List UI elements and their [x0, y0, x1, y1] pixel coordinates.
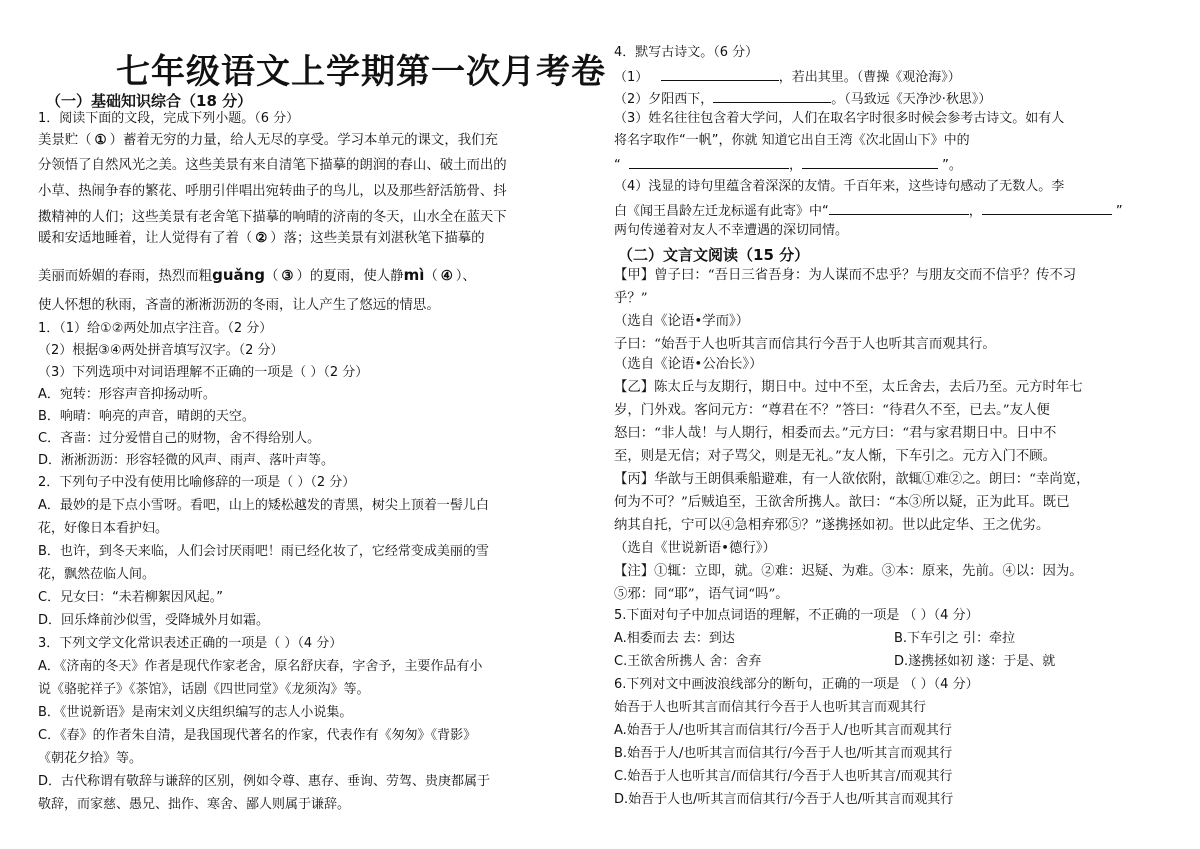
text-yi: 【乙】陈太丘与友期行，期日中。过中不至，太丘舍去，去后乃至。元方时年七 — [614, 380, 1083, 395]
q5-option-b: B.下车引之 引：牵拉 — [894, 631, 1016, 646]
text-bing-cont: 纳其自托，宁可以④急相弃邪⑤？”遂携拯如初。世以此定华、王之优劣。 — [614, 518, 1050, 533]
q6-option-d: D.始吾于人也/听其言而信其行/今吾于人也/听其言而观其行 — [614, 792, 954, 807]
text-jia: 【甲】曾子曰：“吾日三省吾身：为人谋而不忠乎？与朋友交而不信乎？传不习 — [614, 268, 1077, 283]
q4-item-2: （2）夕阳西下， 。（马致远《天净沙·秋思》） — [614, 88, 991, 109]
q5-options-ab — [614, 630, 1016, 648]
answer-blank[interactable] — [661, 66, 779, 81]
answer-blank[interactable] — [802, 154, 938, 169]
q5-option-a: A.相委而去 去：到达 — [614, 631, 735, 646]
text-jia-cont: 乎？” — [614, 291, 648, 306]
section-heading-classical: （二）文言文阅读（15 分） — [618, 246, 810, 264]
answer-blank[interactable] — [829, 200, 969, 215]
marker-4: ④ — [440, 268, 453, 284]
text-yi-cont: 怒曰：“非人哉！与人期行，相委而去。”元方曰：“君与家君期日中。日中不 — [614, 426, 1057, 441]
right-column — [614, 0, 1174, 849]
q6-sentence: 始吾于人也听其言而信其行今吾于人也听其言而观其行 — [614, 700, 927, 715]
source-note: （选自《世说新语•德行》） — [614, 541, 776, 556]
passage-line: 美丽而娇媚的春雨，热烈而粗guǎng（ ③ ）的夏雨，使人静mì（ ④ ）、 — [38, 266, 476, 284]
passage-line: 分领悟了自然风光之美。这些美景有来自清笔下描摹的朗润的春山、破土而出的 — [38, 158, 507, 173]
section-heading-basics: （一）基础知识综合（18 分） — [46, 92, 253, 110]
option-d: D．淅淅沥沥：形容轻微的风声、雨声、落叶声等。 — [38, 453, 335, 468]
option-a: A．宛转：形容声音抑扬动听。 — [38, 387, 216, 402]
marker-3: ③ — [281, 268, 294, 284]
pinyin-mi: mì — [403, 266, 425, 284]
q1-sub2: （2）根据③④两处拼音填写汉字。（2 分） — [38, 343, 284, 358]
page-title: 七年级语文上学期第一次月考卷 — [116, 52, 606, 92]
q3-option-d-cont: 敬辞，而家慈、愚兄、拙作、寒舍、鄙人则属于谦辞。 — [38, 797, 351, 812]
q2-option-a: A．最妙的是下点小雪呀。看吧，山上的矮松越发的青黑，树尖上顶着一髻儿白 — [38, 498, 489, 513]
answer-blank[interactable] — [713, 88, 831, 103]
q3-option-a: A．《济南的冬天》作者是现代作家老舍，原名舒庆春，字舍予，主要作品有小 — [38, 659, 483, 674]
source-note: （选自《论语•公冶长》） — [614, 357, 763, 372]
q5-stem: 5.下面对句子中加点词语的理解，不正确的一项是 （ ）（4 分） — [614, 608, 979, 623]
q2-option-b-cont: 花，飘然莅临人间。 — [38, 567, 156, 582]
q5-option-d: D.遂携拯如初 遂：于是、就 — [894, 654, 1056, 669]
text-bing-cont: 何为不可？”后贼追至，王欲舍所携人。歆曰：“本③所以疑，正为此耳。既已 — [614, 495, 1070, 510]
q5-option-c: C.王欲舍所携人 舍：舍弃 — [614, 654, 762, 669]
q6-stem: 6.下列对文中画波浪线部分的断句，正确的一项是 （ ）（4 分） — [614, 677, 979, 692]
q3-option-b: B．《世说新语》是南宋刘义庆组织编写的志人小说集。 — [38, 705, 353, 720]
passage-line: 暖和安适地睡着，让人觉得有了着（ ② ）落；这些美景有刘湛秋笔下描摹的 — [38, 230, 485, 246]
q1-intro: 1．阅读下面的文段，完成下列小题。（6 分） — [38, 111, 300, 126]
passage-line: 美景贮（ ① ）蓄着无穷的力量，给人无尽的享受。学习本单元的课文，我们充 — [38, 132, 498, 148]
q6-option-a: A.始吾于人/也听其言而信其行/今吾于人/也听其言而观其行 — [614, 723, 952, 738]
left-column — [38, 0, 606, 849]
passage-line: 小草、热闹争春的繁花、呼朋引伴唱出宛转曲子的鸟儿，以及那些舒活筋骨、抖 — [38, 184, 507, 199]
pinyin-guang: guǎng — [212, 266, 266, 284]
q1-sub3: （3）下列选项中对词语理解不正确的一项是（ ）（2 分） — [38, 365, 369, 380]
answer-blank[interactable] — [629, 154, 789, 169]
q1-sub1: 1．（1）给①②两处加点字注音。（2 分） — [38, 321, 273, 336]
answer-blank[interactable] — [982, 200, 1112, 215]
marker-2: ② — [255, 230, 268, 246]
source-note: （选自《论语•学而》） — [614, 314, 750, 329]
q2-option-b: B．也许，到冬天来临，人们会讨厌雨吧！雨已经化妆了，它经常变成美丽的雪 — [38, 544, 489, 559]
q3-option-c-cont: 《朝花夕拾》等。 — [38, 751, 143, 766]
passage-line: 擞精神的人们；这些美景有老舍笔下描摹的响晴的济南的冬天，山水全在蓝天下 — [38, 210, 507, 225]
q6-option-c: C.始吾于人也听其言/而信其行/今吾于人也听其言/而观其行 — [614, 769, 953, 784]
passage-line: 使人怀想的秋雨，吝啬的淅淅沥沥的冬雨，让人产生了悠远的情思。 — [38, 298, 440, 313]
q6-option-b: B.始吾于人/也听其言而信其行/今吾于人也/听其言而观其行 — [614, 746, 953, 761]
q2-option-d: D．回乐烽前沙似雪，受降城外月如霜。 — [38, 613, 270, 628]
q2-option-a-cont: 花，好像日本看护妇。 — [38, 521, 169, 536]
option-c: C．吝啬：过分爱惜自己的财物，舍不得给别人。 — [38, 431, 321, 446]
q2-stem: 2．下列句子中没有使用比喻修辞的一项是（ ）（2 分） — [38, 475, 356, 490]
marker-1: ① — [94, 132, 107, 148]
q2-option-c: C．兄女曰：“未若柳絮因风起。” — [38, 590, 224, 605]
q4-item-3-cont: 将名字取作“一帆”，你就 知道它出自王湾《次北固山下》中的 — [614, 133, 970, 148]
q4-item-3: （3）姓名往往包含着大学问，人们在取名字时很多时候会参考古诗文。如有人 — [614, 111, 1065, 126]
text-yi-cont: 至，则是无信；对子骂父，则是无礼。”友人惭，下车引之。元方入门不顾。 — [614, 449, 1057, 464]
annotations-cont: ⑤邪：同“耶”，语气词“吗”。 — [614, 587, 789, 602]
q5-options-cd — [614, 653, 1056, 671]
q4-item-1: （1） ，若出其里。（曹操《观沧海》） — [614, 66, 961, 87]
q3-option-d: D．古代称谓有敬辞与谦辞的区别，例如令尊、惠存、垂询、劳驾、贵庚都属于 — [38, 774, 491, 789]
q4-item-4-cont: 两句传递着对友人不幸遭遇的深切同情。 — [614, 223, 849, 238]
q3-stem: 3．下列文学文化常识表述正确的一项是（ ）（4 分） — [38, 636, 343, 651]
option-b: B．响晴：响亮的声音，晴朗的天空。 — [38, 409, 255, 424]
q3-option-a-cont: 说《骆驼祥子》《茶馆》，话剧《四世同堂》《龙须沟》等。 — [38, 682, 370, 697]
annotations: 【注】①辄：立即，就。②难：迟疑、为难。③本：原来，先前。④以：因为。 — [614, 564, 1083, 579]
q3-option-c: C．《春》的作者朱自清，是我国现代著名的作家，代表作有《匆匆》《背影》 — [38, 728, 477, 743]
text-jia-2: 子曰：“始吾于人也听其言而信其行今吾于人也听其言而观其行。 — [614, 337, 996, 352]
q4-stem: 4．默写古诗文。（6 分） — [614, 45, 759, 60]
q4-item-3-blanks: “ ， ”。 — [614, 154, 962, 175]
text-yi-cont: 岁，门外戏。客问元方：“尊君在不？”答曰：“待君久不至，已去。”友人便 — [614, 403, 1050, 418]
q4-item-4-blanks: 白《闻王昌龄左迁龙标遥有此寄》中“ ， ” — [614, 200, 1123, 221]
q4-item-4: （4）浅显的诗句里蕴含着深深的友情。千百年来，这些诗句感动了无数人。李 — [614, 179, 1065, 194]
text-bing: 【丙】华歆与王朗俱乘船避难，有一人欲依附，歆辄①难②之。朗曰：“幸尚宽， — [614, 472, 1090, 487]
